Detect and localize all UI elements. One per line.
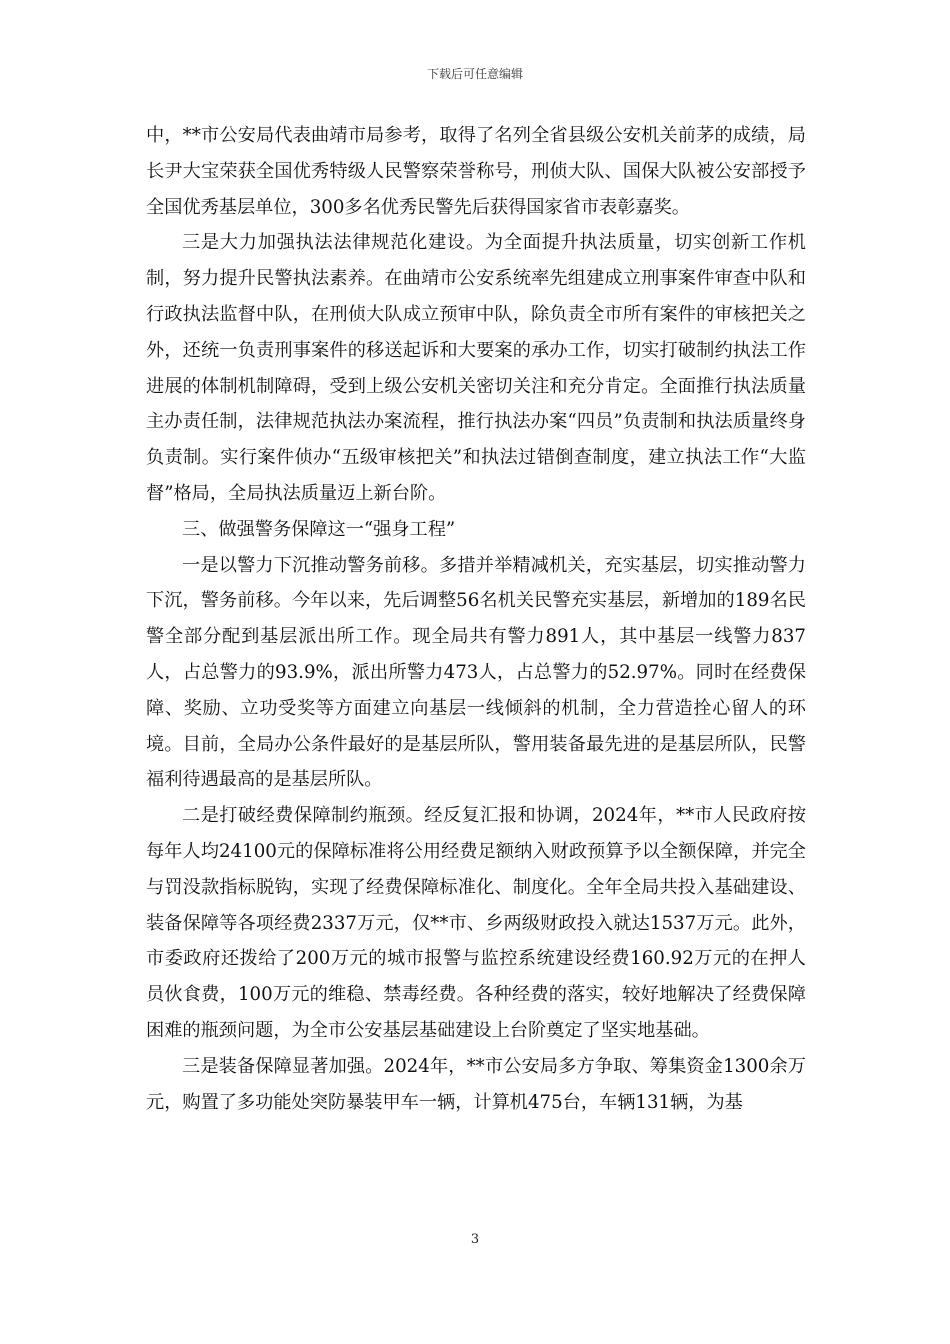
page-header: 下载后可任意编辑 bbox=[426, 67, 523, 81]
paragraph-law-enforcement: 三是大力加强执法法律规范化建设。为全面提升执法质量，切实创新工作机制，努力提升民警执法素养。在曲靖市公安系统率先组建成立刑事案件审查中队和行政执法监督中队，在刑侦大队成立预审中队，除负责全市所有案件的审核把关之外，还统一负责刑事案件的移送起诉和大要案的承办工作，切实打破制约执法工作进展的体制机制障碍，受到上级公安机关密切关注和充分肯定。全面推行执法质量主办责任制，法律规范执法办案流程，推行执法办案“四员”负责制和执法质量终身负责制。实行案件侦办“五级审核把关”和执法过错倒查制度，建立执法工作“大监督”格局，全局执法质量迈上新台阶。 bbox=[146, 232, 806, 504]
document-body bbox=[146, 118, 806, 1120]
paragraph-police-force: 一是以警力下沉推动警务前移。多措并举精减机关，充实基层，切实推动警力下沉，警务前移。今年以来，先后调整56名机关民警充实基层，新增加的189名民警全部分配到基层派出所工作。现全局共有警力891人，其中基层一线警力837人，占总警力的93.9%，派出所警力473人，占总警力的52.97%。同时在经费保障、奖励、立功受奖等方面建立向基层一线倾斜的机制，全力营造拴心留人的环境。目前，全局办公条件最好的是基层所队，警用装备最先进的是基层所队，民警福利待遇最高的是基层所队。 bbox=[146, 554, 806, 791]
page-number: 3 bbox=[470, 1232, 480, 1247]
paragraph-continuation: 中，**市公安局代表曲靖市局参考，取得了名列全省县级公安机关前茅的成绩，局长尹大宝荣获全国优秀特级人民警察荣誉称号，刑侦大队、国保大队被公安部授予全国优秀基层单位，300多名优秀民警先后获得国家省市表彰嘉奖。 bbox=[146, 125, 806, 218]
paragraph-funding: 二是打破经费保障制约瓶颈。经反复汇报和协调，2024年，**市人民政府按每年人均24100元的保障标准将公用经费足额纳入财政预算予以全额保障，并完全与罚没款指标脱钩，实现了经费保障标准化、制度化。全年全局共投入基础建设、装备保障等各项经费2337万元，仅**市、乡两级财政投入就达1537万元。此外，市委政府还拨给了200万元的城市报警与监控系统建设经费160.92万元的在押人员伙食费，100万元的维稳、禁毒经费。各种经费的落实，较好地解决了经费保障困难的瓶颈问题，为全市公安基层基础建设上台阶奠定了坚实地基础。 bbox=[146, 805, 806, 1041]
paragraph-equipment: 三是装备保障显著加强。2024年，**市公安局多方争取、筹集资金1300余万元，购置了多功能处突防暴装甲车一辆，计算机475台，车辆131辆，为基 bbox=[146, 1055, 806, 1113]
section-heading: 三、做强警务保障这一“强身工程” bbox=[182, 518, 456, 540]
